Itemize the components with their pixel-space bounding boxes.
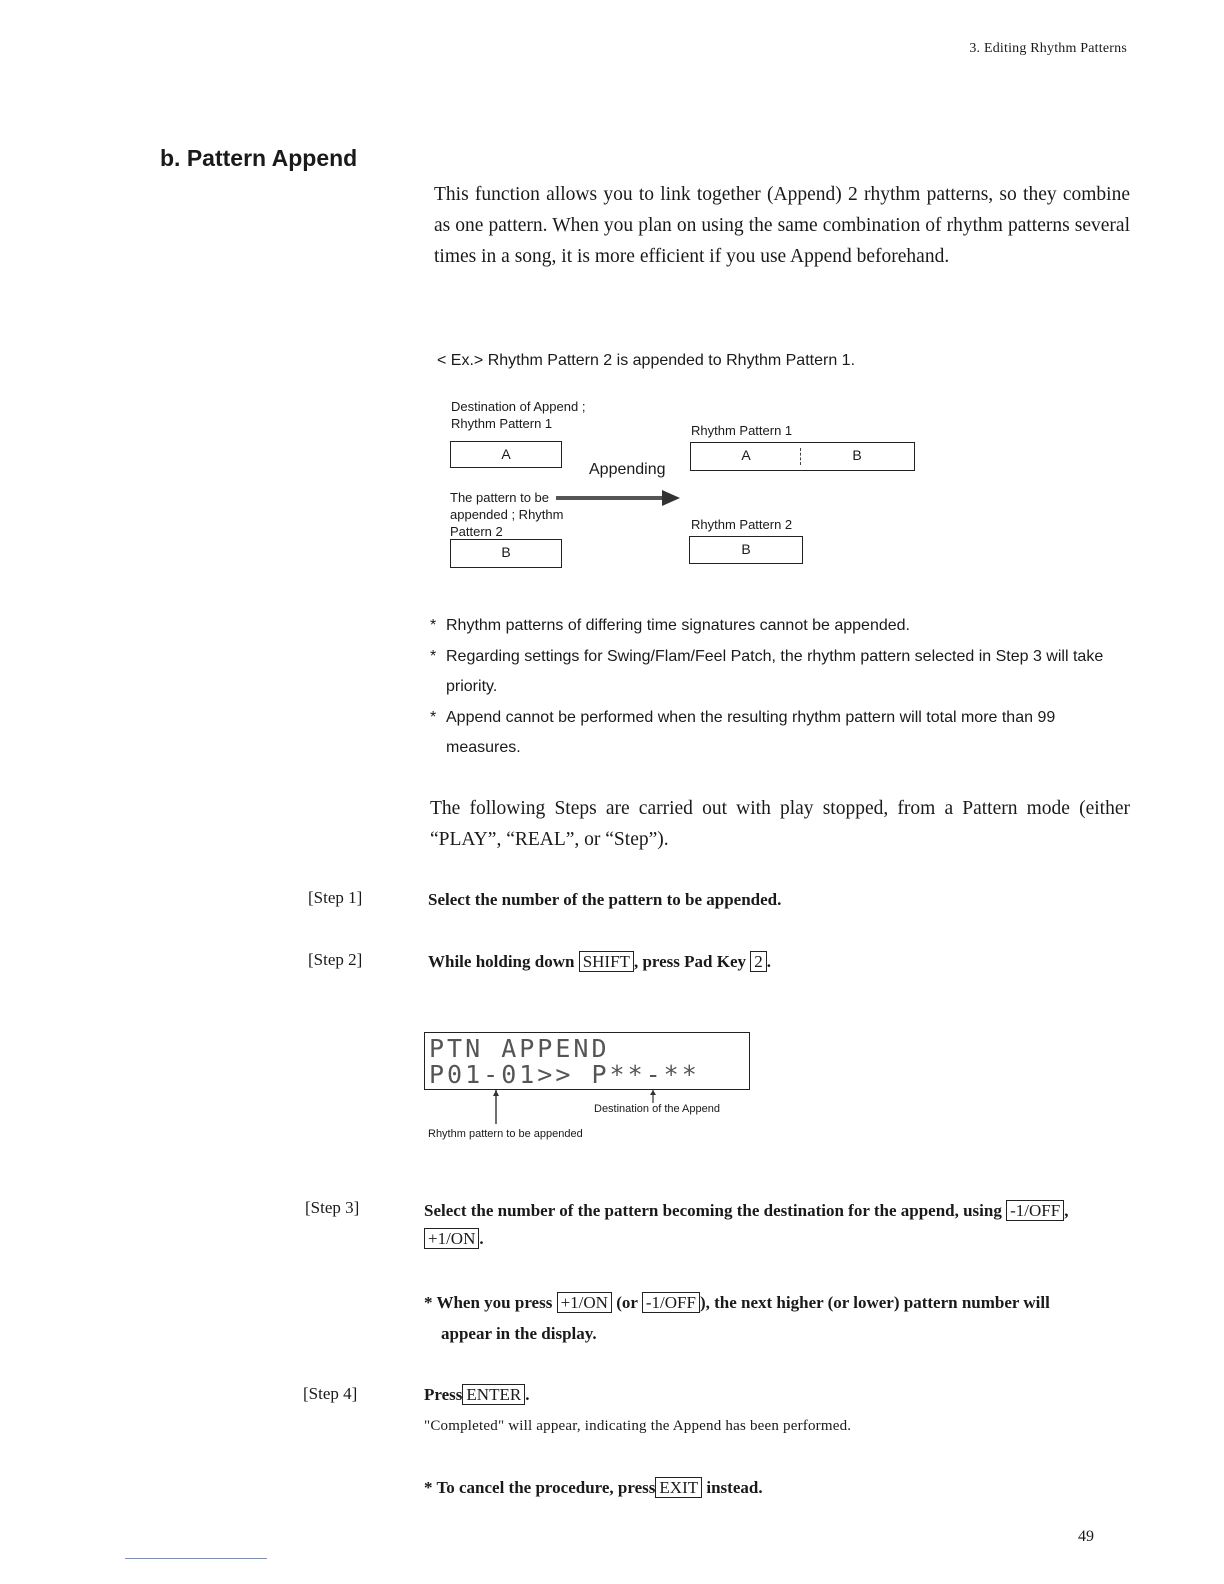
minus-off-key: -1/OFF [1006, 1200, 1064, 1221]
result-b-segment: B [852, 447, 862, 463]
step3-note-mid2: ), the next higher (or lower) pattern number will [699, 1293, 1050, 1312]
step2-pre: While holding down [428, 952, 575, 971]
source-label-line3: Pattern 2 [450, 524, 503, 539]
lcd-dest-caption: Destination of the Append [594, 1103, 720, 1115]
step3-note-mid1: (or [616, 1293, 638, 1312]
plus-on-key: +1/ON [424, 1228, 479, 1249]
source-label-line2: appended ; Rhythm [450, 507, 564, 522]
asterisk-icon: * [430, 709, 437, 726]
step3-note [424, 1293, 1050, 1313]
running-header: 3. Editing Rhythm Patterns [969, 41, 1127, 56]
step1-text: Select the number of the pattern to be appended. [428, 890, 782, 909]
lcd-line2: P01-01>> P**-** [429, 1060, 700, 1089]
source-label-line1: The pattern to be [450, 490, 550, 505]
asterisk-icon: * [430, 648, 437, 665]
step1-label: [Step 1] [308, 888, 363, 907]
cancel-pre: To cancel the procedure, press [436, 1478, 656, 1497]
asterisk-icon: * [430, 617, 437, 634]
step3-text [424, 1201, 1068, 1221]
source-pointer-icon [490, 1090, 510, 1126]
result-pattern1-label: Rhythm Pattern 1 [691, 423, 793, 438]
note-text: Regarding settings for Swing/Flam/Feel Patch, the rhythm pattern selected in Step 3 will take priority. [446, 648, 1104, 695]
lcd-display [424, 1032, 750, 1090]
lcd-src-caption: Rhythm pattern to be appended [428, 1128, 583, 1140]
appending-label: Appending [589, 461, 666, 478]
intro-paragraph: This function allows you to link together (Append) 2 rhythm patterns, so they combine as one pattern. When you plan on using the same combination of rhythm patterns several times in a song, it is more efficient if you use Append beforehand. [434, 184, 1130, 267]
step2-text [428, 952, 771, 972]
footer-rule [125, 1558, 267, 1559]
enter-key: ENTER [462, 1384, 525, 1405]
dest-label-line1: Destination of Append ; [451, 399, 586, 414]
step2-label: [Step 2] [308, 950, 363, 969]
step2-mid: , press Pad Key [633, 952, 747, 971]
example-caption: < Ex.> Rhythm Pattern 2 is appended to Rhythm Pattern 1. [437, 352, 856, 369]
result-pattern2-box: B [689, 536, 803, 564]
note-item [430, 703, 1130, 763]
step3-comma: , [1064, 1201, 1069, 1220]
step3-text-line2 [424, 1229, 484, 1249]
note-text: Rhythm patterns of differing time signatures cannot be appended. [446, 617, 910, 634]
pattern-a-box: A [450, 441, 562, 468]
note-item [430, 611, 1130, 641]
note-item [430, 642, 1130, 702]
pattern-b-box: B [450, 539, 562, 568]
result-a-segment: A [741, 447, 751, 463]
result-pattern2-label: Rhythm Pattern 2 [691, 517, 793, 532]
step4-pre: Press [424, 1385, 463, 1404]
step3-note-pre: When you press [436, 1293, 553, 1312]
pad-key-2: 2 [750, 951, 767, 972]
section-title: b. Pattern Append [160, 145, 358, 171]
step4-text [424, 1385, 529, 1405]
cancel-end: instead. [706, 1478, 763, 1497]
plus-on-key: +1/ON [557, 1292, 612, 1313]
step3-end: . [479, 1229, 484, 1248]
page-number: 49 [1078, 1528, 1094, 1545]
step3-pre: Select the number of the pattern becoming the destination for the append, using [424, 1201, 1002, 1220]
shift-key: SHIFT [579, 951, 634, 972]
cancel-note [424, 1478, 763, 1498]
lcd-line1: PTN APPEND [429, 1034, 610, 1063]
step4-end: . [525, 1385, 530, 1404]
step4-label: [Step 4] [303, 1384, 358, 1403]
step3-label: [Step 3] [305, 1198, 360, 1217]
result-pattern1-box [690, 442, 915, 471]
asterisk-icon: * [424, 1478, 433, 1497]
minus-off-key: -1/OFF [642, 1292, 700, 1313]
steps-intro-paragraph: The following Steps are carried out with play stopped, from a Pattern mode (either “PLAY”, “REAL”, or “Step”). [430, 798, 1130, 850]
dest-pointer-icon [648, 1090, 660, 1104]
step2-end: . [766, 952, 772, 971]
appending-arrow-icon [556, 488, 682, 510]
note-text: Append cannot be performed when the resulting rhythm pattern will total more than 99 measures. [446, 709, 1056, 756]
step3-note-line2: appear in the display. [441, 1324, 597, 1343]
step4-description: "Completed" will appear, indicating the Append has been performed. [424, 1418, 852, 1434]
asterisk-icon: * [424, 1293, 433, 1312]
dest-label-line2: Rhythm Pattern 1 [451, 416, 553, 431]
exit-key: EXIT [655, 1477, 702, 1498]
